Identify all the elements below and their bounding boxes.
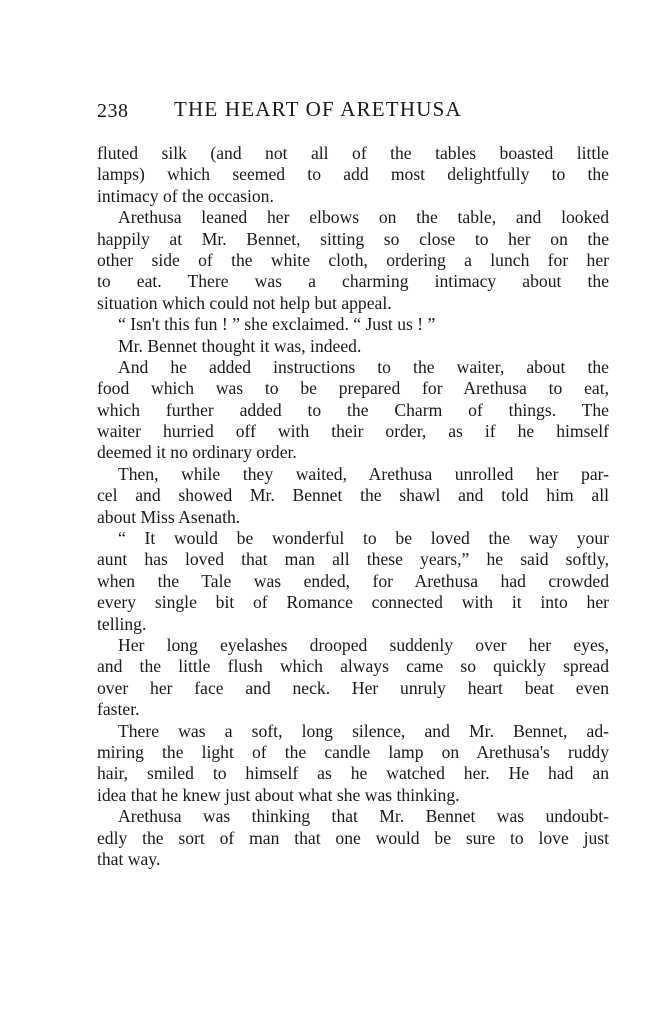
text-line: which further added to the Charm of things. The	[97, 399, 609, 420]
text-line: to eat. There was a charming intimacy about the	[97, 271, 609, 292]
text-line: about Miss Asenath.	[97, 506, 241, 527]
text-line: “ Isn't this fun ! ” she exclaimed. “ Just us ! ”	[118, 314, 436, 335]
text-line: There was a soft, long silence, and Mr. Bennet, ad-	[118, 720, 609, 741]
text-line: “ It would be wonderful to be loved the way your	[118, 528, 609, 549]
text-line: lamps) which seemed to add most delightfully to the	[97, 164, 609, 185]
text-line: hair, smiled to himself as he watched her. He had an	[97, 763, 609, 784]
text-line: telling.	[97, 613, 147, 634]
book-title: THE HEART OF ARETHUSA	[174, 97, 462, 121]
text-line: waiter hurried off with their order, as if he himself	[97, 421, 609, 442]
text-line: other side of the white cloth, ordering a lunch for her	[97, 249, 609, 270]
text-line: when the Tale was ended, for Arethusa had crowded	[97, 570, 609, 591]
text-line: happily at Mr. Bennet, sitting so close to her on the	[97, 228, 609, 249]
text-line: aunt has loved that man all these years,” he said softly,	[97, 549, 609, 570]
text-line: idea that he knew just about what she was thinking.	[97, 784, 460, 805]
text-line: Arethusa was thinking that Mr. Bennet was undoubt-	[118, 806, 609, 827]
text-line: cel and showed Mr. Bennet the shawl and told him all	[97, 485, 609, 506]
text-line: intimacy of the occasion.	[97, 185, 274, 206]
text-line: deemed it no ordinary order.	[97, 442, 297, 463]
text-line: situation which could not help but appeal.	[97, 292, 392, 313]
text-line: miring the light of the candle lamp on Arethusa's ruddy	[97, 741, 609, 762]
text-line: And he added instructions to the waiter, about the	[118, 356, 609, 377]
text-line: Then, while they waited, Arethusa unrolled her par-	[118, 463, 609, 484]
body-text	[97, 143, 609, 870]
text-line: every single bit of Romance connected with it into her	[97, 592, 609, 613]
text-line: that way.	[97, 848, 161, 869]
text-line: Mr. Bennet thought it was, indeed.	[118, 335, 362, 356]
text-line: food which was to be prepared for Arethusa to eat,	[97, 378, 609, 399]
text-line: fluted silk (and not all of the tables boasted little	[97, 143, 609, 163]
text-line: Her long eyelashes drooped suddenly over her eyes,	[118, 634, 609, 655]
text-line: Arethusa leaned her elbows on the table, and looked	[118, 207, 609, 228]
text-line: over her face and neck. Her unruly heart beat even	[97, 677, 609, 698]
page-number: 238	[97, 100, 129, 122]
text-line: edly the sort of man that one would be sure to love just	[97, 827, 609, 848]
text-line: faster.	[97, 699, 140, 720]
text-line: and the little flush which always came so quickly spread	[97, 656, 609, 677]
running-head	[97, 97, 527, 127]
